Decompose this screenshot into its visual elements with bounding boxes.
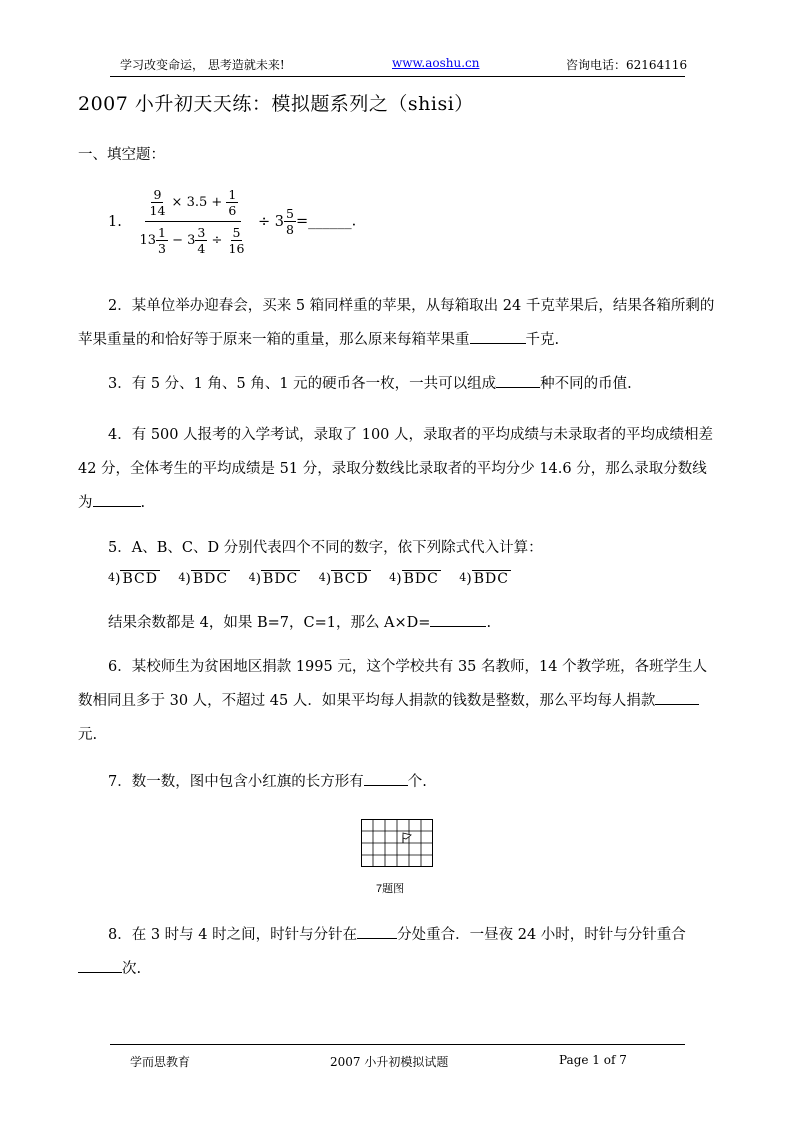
header-slogan: 学习改变命运， 思考造就未来! (120, 58, 285, 72)
header-divider (110, 76, 685, 77)
division-expression: $^4$) BCD (318, 571, 369, 587)
division-expression: $^4$) BDC (178, 571, 229, 587)
q1-frac-3-4: $\frac{3}{4}$ (197, 225, 206, 256)
q1-denominator: 13 $\frac{1}{3}$ − 3 $\frac{3}{4}$ ÷ $\frac{5}{16}$ (139, 225, 245, 256)
question-6: 6．某校师生为贫困地区捐款 1995 元，这个学校共有 35 名教师，14 个教学班，各班学生人数相同且多于 30 人，不超过 45 人．如果平均每人捐款的钱数是整数，那么平均每人捐款元. (78, 659, 708, 743)
q2-answer-blank[interactable] (470, 329, 526, 344)
footer-divider (110, 1044, 685, 1045)
q1-complex-fraction (136, 187, 249, 256)
q8-answer-blank-1[interactable] (357, 924, 397, 939)
q1-numerator: $\frac{9}{14}$ × 3.5 + $\frac{1}{6}$ (145, 187, 242, 222)
q1-frac-9-14: $\frac{9}{14}$ (149, 187, 166, 218)
q6-answer-blank[interactable] (655, 690, 699, 705)
q1-frac-5-8: $\frac{5}{8}$ (286, 206, 294, 237)
division-expression: $^4$) BDC (459, 571, 509, 587)
question-8: 8．在 3 时与 4 时之间，时针与分针在 分处重合．一昼夜 24 小时，时针与分针重合次. (78, 918, 718, 986)
q3-answer-blank[interactable] (496, 373, 540, 388)
q5-result: 结果余数都是 4，如果 B=7，C=1，那么 A×D= . (108, 611, 491, 632)
question-3: 3．有 5 分、1 角、5 角、1 元的硬币各一枚，一共可以组成 种不同的币值. (78, 367, 718, 401)
footer-page-number: Page 1 of 7 (559, 1053, 627, 1067)
division-expression: $^4$) BDC (248, 571, 299, 587)
question-4: 4．有 500 人报考的入学考试，录取了 100 人，录取者的平均成绩与未录取者的平均成绩相差 42 分，全体考生的平均成绩是 51 分，录取分数线比录取者的平均分少 14.6 分，那么录取分数线为 . (78, 427, 714, 511)
q5-division-list (108, 571, 525, 587)
q4-answer-blank[interactable] (93, 492, 141, 507)
page-title: 2007 小升初天天练：模拟题系列之（shisi） (78, 93, 474, 115)
question-1: 1. $\frac{9}{14}$ × 3.5 + $\frac{1}{6}$ 13 $\frac{1}{3}$ − 3 $\frac{3}{4}$ ÷ $\frac{5}{16}$ ÷ 3 $\frac{5}{8}$ =______. (108, 187, 357, 256)
q1-frac-1-3: $\frac{1}{3}$ (158, 225, 166, 256)
q7-figure-caption: 7题图 (376, 883, 405, 895)
q8-answer-blank-2[interactable] (78, 958, 122, 973)
header-phone: 咨询电话：62164116 (566, 58, 688, 72)
section-heading: 一、填空题： (78, 147, 165, 163)
question-7: 7．数一数，图中包含小红旗的长方形有 个. (78, 765, 718, 799)
q1-number: 1. (108, 213, 122, 230)
q1-frac-5-16: $\frac{5}{16}$ (228, 225, 245, 256)
question-2: 2．某单位举办迎春会，买来 5 箱同样重的苹果，从每箱取出 24 千克苹果后，结果各箱所剩的苹果重量的和恰好等于原来一箱的重量，那么原来每箱苹果重 千克. (78, 298, 715, 348)
q7-answer-blank[interactable] (364, 771, 408, 786)
division-expression: $^4$) BDC (389, 571, 439, 587)
footer-document-name: 2007 小升初模拟试题 (330, 1055, 449, 1069)
header-website-link[interactable]: www.aoshu.cn (392, 56, 480, 70)
division-expression: $^4$) BCD (108, 571, 158, 587)
q5-answer-blank[interactable] (430, 612, 486, 627)
q1-frac-1-6: $\frac{1}{6}$ (228, 187, 237, 218)
question-5: 5．A、B、C、D 分别代表四个不同的数字，依下列除式代入计算： (108, 540, 543, 556)
q1-answer-blank[interactable]: =______. (295, 213, 357, 230)
footer-organization: 学而思教育 (130, 1055, 191, 1069)
q7-flag-grid-figure (361, 819, 433, 871)
